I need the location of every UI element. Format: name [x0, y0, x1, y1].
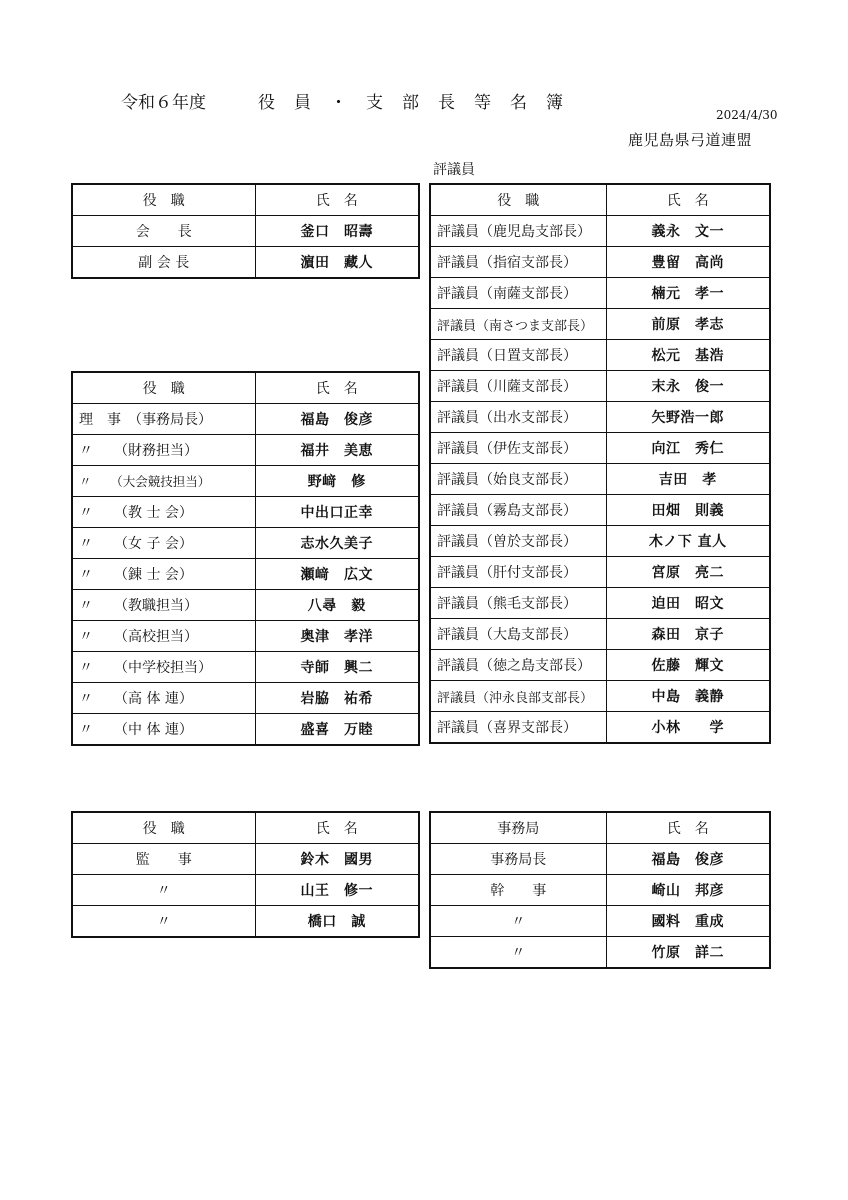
- name-cell: 前原 孝志: [606, 309, 770, 340]
- role-cell: 評議員（曽於支部長）: [430, 526, 606, 557]
- table-row: [72, 528, 419, 559]
- role-cell: 評議員（南さつま支部長）: [430, 309, 606, 340]
- name-cell: 奥津 孝洋: [255, 621, 419, 652]
- role-column-header: 役 職: [72, 372, 255, 404]
- name-cell: 宮原 亮二: [606, 557, 770, 588]
- name-cell: 小林 学: [606, 712, 770, 744]
- table-row: [430, 371, 770, 402]
- role-cell: 評議員（沖永良部支部長）: [430, 681, 606, 712]
- table-row: [430, 619, 770, 650]
- table-header-row: [430, 812, 770, 844]
- table-row: [72, 714, 419, 746]
- role-cell: 評議員（始良支部長）: [430, 464, 606, 495]
- role-cell: 評議員（出水支部長）: [430, 402, 606, 433]
- table-row: [72, 683, 419, 714]
- table-header-row: [72, 812, 419, 844]
- table-header-row: [72, 184, 419, 216]
- table-row: [430, 937, 770, 969]
- table-row: [430, 588, 770, 619]
- role-cell: 〃 （高 体 連）: [72, 683, 255, 714]
- organization-name: 鹿児島県弓道連盟: [628, 131, 753, 149]
- table-row: [430, 216, 770, 247]
- role-cell: 〃 （中 体 連）: [72, 714, 255, 746]
- name-cell: 國料 重成: [606, 906, 770, 937]
- councilors-table: [429, 183, 771, 744]
- name-cell: 橋口 誠: [255, 906, 419, 938]
- name-cell: 瀬﨑 広文: [255, 559, 419, 590]
- table-row: [72, 404, 419, 435]
- role-cell: 〃: [430, 906, 606, 937]
- name-cell: 末永 俊一: [606, 371, 770, 402]
- name-column-header: 氏 名: [606, 812, 770, 844]
- name-cell: 竹原 詳二: [606, 937, 770, 969]
- table-row: [72, 216, 419, 247]
- name-cell: 佐藤 輝文: [606, 650, 770, 681]
- auditors-table: [71, 811, 420, 938]
- role-cell: 事務局長: [430, 844, 606, 875]
- role-cell: 理 事 （事務局長）: [72, 404, 255, 435]
- name-cell: 中出口正幸: [255, 497, 419, 528]
- secretariat-table: [429, 811, 771, 969]
- directors-table: [71, 371, 420, 746]
- table-row: [72, 435, 419, 466]
- document-date: 2024/4/30: [716, 108, 778, 122]
- table-row: [430, 433, 770, 464]
- table-row: [430, 557, 770, 588]
- role-cell: 〃 （大会競技担当）: [72, 466, 255, 497]
- role-cell: 〃 （女 子 会）: [72, 528, 255, 559]
- table-row: [72, 497, 419, 528]
- table-row: [72, 652, 419, 683]
- table-row: [430, 495, 770, 526]
- name-cell: 松元 基浩: [606, 340, 770, 371]
- table-row: [430, 340, 770, 371]
- name-column-header: 氏 名: [606, 184, 770, 216]
- table-row: [430, 309, 770, 340]
- leadership-table: [71, 183, 420, 279]
- name-cell: 福島 俊彦: [606, 844, 770, 875]
- role-cell: 会 長: [72, 216, 255, 247]
- name-cell: 吉田 孝: [606, 464, 770, 495]
- name-column-header: 氏 名: [255, 184, 419, 216]
- role-cell: 〃: [430, 937, 606, 969]
- name-column-header: 氏 名: [255, 372, 419, 404]
- table-row: [430, 464, 770, 495]
- role-column-header: 役 職: [430, 184, 606, 216]
- table-row: [430, 875, 770, 906]
- councilors-caption: 評議員: [433, 162, 475, 178]
- role-cell: 評議員（熊毛支部長）: [430, 588, 606, 619]
- role-cell: 〃: [72, 875, 255, 906]
- table-row: [430, 681, 770, 712]
- table-row: [72, 559, 419, 590]
- name-cell: 義永 文一: [606, 216, 770, 247]
- name-cell: 崎山 邦彦: [606, 875, 770, 906]
- role-cell: 評議員（指宿支部長）: [430, 247, 606, 278]
- name-cell: 木ノ下 直人: [606, 526, 770, 557]
- name-cell: 志水久美子: [255, 528, 419, 559]
- name-column-header: 氏 名: [255, 812, 419, 844]
- name-cell: 盛喜 万睦: [255, 714, 419, 746]
- table-row: [430, 278, 770, 309]
- table-row: [430, 402, 770, 433]
- role-cell: 〃 （錬 士 会）: [72, 559, 255, 590]
- role-cell: 評議員（霧島支部長）: [430, 495, 606, 526]
- leadership-table-body: [72, 184, 419, 278]
- role-cell: 評議員（肝付支部長）: [430, 557, 606, 588]
- role-cell: 評議員（大島支部長）: [430, 619, 606, 650]
- role-cell: 〃 （教職担当）: [72, 590, 255, 621]
- table-row: [430, 712, 770, 744]
- name-cell: 豊留 高尚: [606, 247, 770, 278]
- name-cell: 向江 秀仁: [606, 433, 770, 464]
- name-cell: 釜口 昭壽: [255, 216, 419, 247]
- role-cell: 〃: [72, 906, 255, 938]
- fiscal-year-label: 令和６年度: [121, 93, 206, 113]
- role-cell: 〃 （財務担当）: [72, 435, 255, 466]
- name-cell: 福島 俊彦: [255, 404, 419, 435]
- role-cell: 監 事: [72, 844, 255, 875]
- name-cell: 濵田 藏人: [255, 247, 419, 279]
- table-row: [430, 247, 770, 278]
- name-cell: 楠元 孝一: [606, 278, 770, 309]
- table-row: [430, 844, 770, 875]
- table-header-row: [430, 184, 770, 216]
- name-cell: 矢野浩一郎: [606, 402, 770, 433]
- role-cell: 評議員（喜界支部長）: [430, 712, 606, 744]
- name-cell: 田畑 則義: [606, 495, 770, 526]
- name-cell: 中島 義静: [606, 681, 770, 712]
- table-row: [72, 247, 419, 279]
- name-cell: 森田 京子: [606, 619, 770, 650]
- secretariat-column-header: 事務局: [430, 812, 606, 844]
- table-row: [72, 621, 419, 652]
- role-cell: 評議員（川薩支部長）: [430, 371, 606, 402]
- role-cell: 〃 （教 士 会）: [72, 497, 255, 528]
- table-row: [72, 875, 419, 906]
- table-row: [430, 906, 770, 937]
- table-row: [72, 466, 419, 497]
- table-row: [72, 590, 419, 621]
- table-row: [430, 526, 770, 557]
- role-cell: 〃 （高校担当）: [72, 621, 255, 652]
- table-row: [72, 906, 419, 938]
- name-cell: 迫田 昭文: [606, 588, 770, 619]
- role-cell: 幹 事: [430, 875, 606, 906]
- name-cell: 岩脇 祐希: [255, 683, 419, 714]
- role-column-header: 役 職: [72, 812, 255, 844]
- table-row: [430, 650, 770, 681]
- name-cell: 寺師 興二: [255, 652, 419, 683]
- role-cell: 評議員（南薩支部長）: [430, 278, 606, 309]
- name-cell: 八尋 毅: [255, 590, 419, 621]
- document-title: 役員・支部長等名簿: [258, 93, 582, 113]
- name-cell: 鈴木 國男: [255, 844, 419, 875]
- role-cell: 評議員（徳之島支部長）: [430, 650, 606, 681]
- role-column-header: 役 職: [72, 184, 255, 216]
- table-row: [72, 844, 419, 875]
- name-cell: 山王 修一: [255, 875, 419, 906]
- role-cell: 評議員（鹿児島支部長）: [430, 216, 606, 247]
- role-cell: 評議員（日置支部長）: [430, 340, 606, 371]
- name-cell: 福井 美恵: [255, 435, 419, 466]
- role-cell: 〃 （中学校担当）: [72, 652, 255, 683]
- name-cell: 野﨑 修: [255, 466, 419, 497]
- role-cell: 副 会 長: [72, 247, 255, 279]
- role-cell: 評議員（伊佐支部長）: [430, 433, 606, 464]
- table-header-row: [72, 372, 419, 404]
